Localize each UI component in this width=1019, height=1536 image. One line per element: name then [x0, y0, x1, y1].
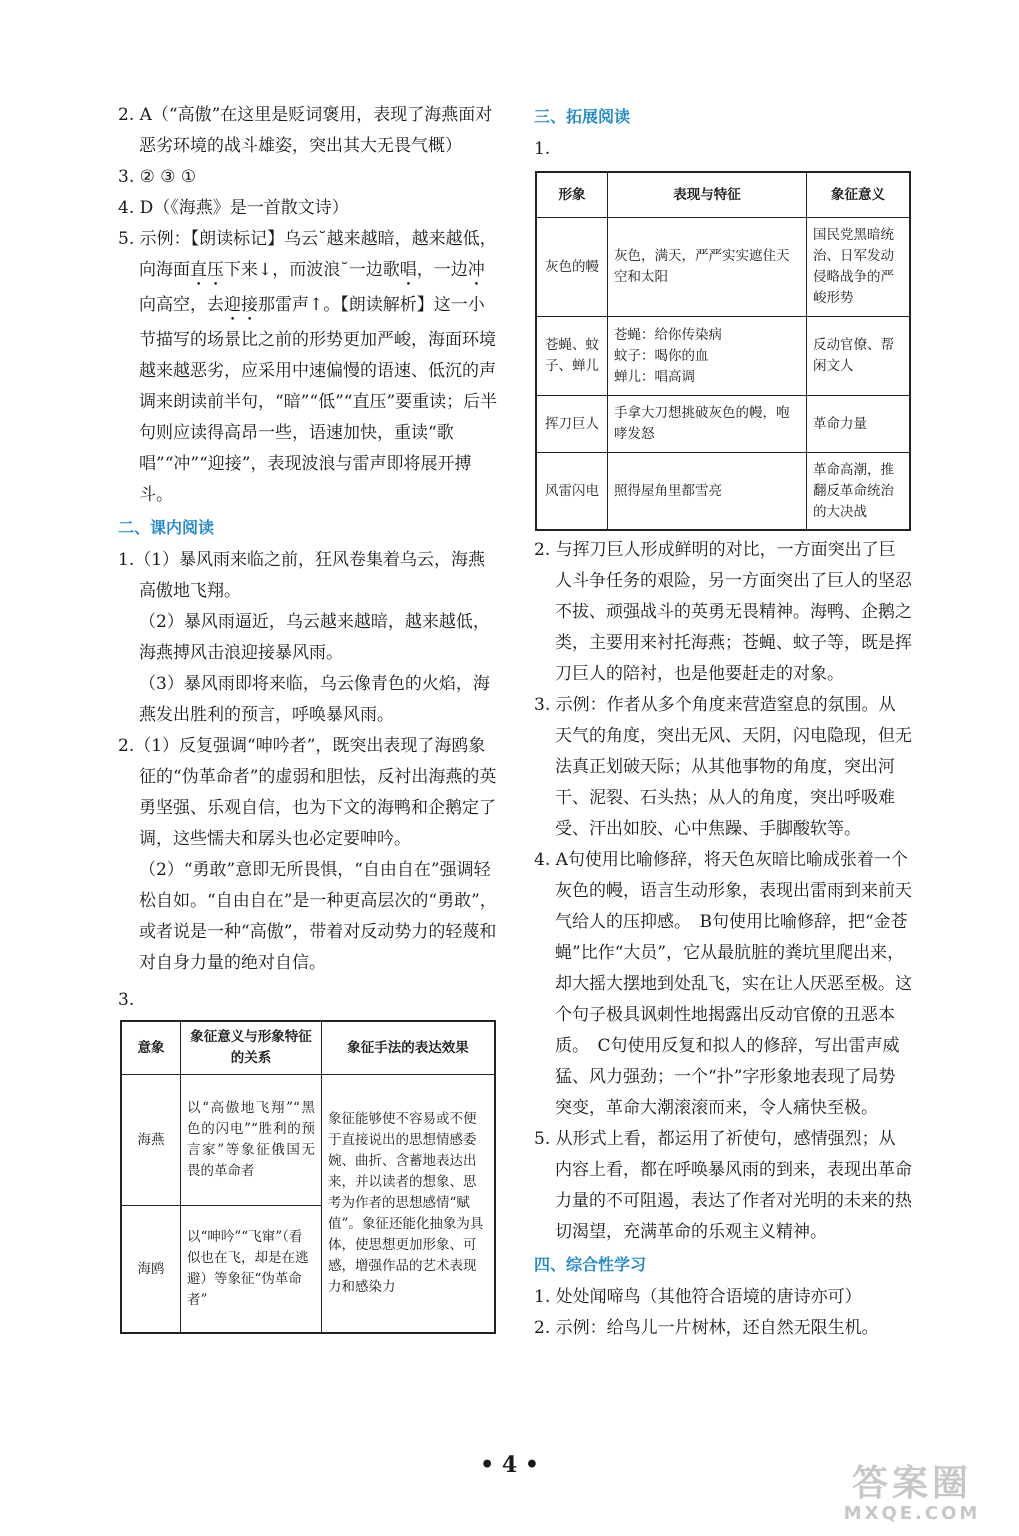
table-cell: 革命力量 — [807, 396, 911, 453]
stress-mark: 接 — [241, 295, 258, 315]
comprehensive-q1: 1. 处处闻啼鸟（其他符合语境的唐诗亦可） — [534, 1287, 862, 1307]
symbol-table — [120, 1020, 496, 1334]
table-header: 意象 — [121, 1021, 181, 1075]
stress-mark: 迎 — [224, 295, 241, 315]
table-cell: 风雷闪电 — [536, 453, 608, 531]
table-row — [536, 453, 910, 531]
table-header: 象征意义 — [807, 172, 911, 218]
stress-mark: 唱 — [399, 260, 417, 280]
table-cell: 苍蝇：给你传染病 蚊子：喝你的血 蝉儿：唱高调 — [608, 317, 807, 396]
section-heading-2: 二、课内阅读 — [118, 518, 215, 537]
table-cell: 海燕 — [121, 1075, 181, 1206]
table-header: 形象 — [536, 172, 608, 218]
reading-q2-sub2: （2）“勇敢”意即无所畏惧，“自由自在”强调轻松自如。“自由自在”是一种更高层次的“勇敢”，或者说是一种“高傲”，带着对反动势力的轻蔑和对自身力量的绝对自信。 — [139, 860, 497, 973]
reading-q2: 2.（1）反复强调“呻吟者”，既突出表现了海鸥象征的“伪革命者”的虚弱和胆怯，反衬出海燕的英勇坚强、乐观自信，也为下文的海鸭和企鹅定了调，这些懦夫和孱头也必定要呻吟。 — [118, 736, 497, 849]
answer-item-4: 4. D（《海燕》是一首散文诗） — [118, 198, 349, 218]
table-cell: 以“高傲地飞翔”“黑色的闪电”“胜利的预言家”等象征俄国无畏的革命者 — [181, 1075, 322, 1206]
table-row — [536, 317, 910, 396]
extended-q5: 5. 从形式上看，都运用了祈使句，感情强烈；从内容上看，都在呼唤暴风雨的到来，表现出革命力量的不可阻遏，表达了作者对光明的未来的热切渴望，充满革命的乐观主义精神。 — [534, 1129, 912, 1242]
section-heading-3: 三、拓展阅读 — [534, 107, 631, 126]
table-row — [121, 1075, 495, 1206]
extended-q3: 3. 示例：作者从多个角度来营造窒息的氛围。从天气的角度，突出无风、天阴，闪电隐现，但无法真正划破天际；从其他事物的角度，突出河干、泥裂、石头热；从人的角度，突出呼吸难受、汗出如胶、心中焦躁、手脚酸软等。 — [534, 695, 912, 839]
reading-q1-sub2: （2）暴风雨逼近，乌云越来越暗，越来越低，海燕搏风击浪迎接暴风雨。 — [139, 612, 490, 663]
left-column — [118, 100, 500, 1342]
table-cell: 照得屋角里都雪亮 — [608, 453, 807, 531]
image-meaning-table — [535, 171, 911, 531]
table-cell: 象征能够使不容易或不便于直接说出的思想情感委婉、曲折、含蓄地表达出来，并以读者的想象、思考为作者的思想感情“赋值”。象征还能化抽象为具体，使思想更加形象、可感，增强作品的艺术表现力和感染力 — [322, 1075, 496, 1334]
table-cell: 海鸥 — [121, 1206, 181, 1334]
right-column — [534, 100, 912, 1344]
table-cell: 挥刀巨人 — [536, 396, 608, 453]
table-cell: 国民党黑暗统治、日军发动侵略战争的严峻形势 — [807, 218, 911, 317]
answer-item-2: 2. A（“高傲”在这里是贬词褒用，表现了海燕面对恶劣环境的战斗雄姿，突出其大无畏气概） — [118, 105, 493, 156]
extended-q2: 2. 与挥刀巨人形成鲜明的对比，一方面突出了巨人斗争任务的艰险，另一方面突出了巨人的坚忍不拔、顽强战斗的英勇无畏精神。海鸭、企鹅之类，主要用来衬托海燕；苍蝇、蚊子等，既是挥刀巨人的陪衬，也是他要赶走的对象。 — [534, 540, 912, 684]
table-header: 表现与特征 — [608, 172, 807, 218]
stress-mark: 直 — [190, 260, 207, 280]
table-header: 象征手法的表达效果 — [322, 1021, 496, 1075]
reading-q1: 1.（1）暴风雨来临之前，狂风卷集着乌云，海燕高傲地飞翔。 — [118, 550, 486, 601]
table-row — [536, 396, 910, 453]
table-cell: 以“呻吟”“飞窜”（看似也在飞，却是在逃避）等象征“伪革命者” — [181, 1206, 322, 1334]
watermark-logo — [823, 1464, 1001, 1526]
table-cell: 手拿大刀想挑破灰色的幔，咆哮发怒 — [608, 396, 807, 453]
table-cell: 灰色的幔 — [536, 218, 608, 317]
stress-mark: 压 — [207, 260, 224, 280]
table-cell: 反动官僚、帮闲文人 — [807, 317, 911, 396]
answer-item-5: 5. 示例：【朗读标记】乌云˘越来越暗，越来越低，向海面直压下来↓，而波浪˘一边歌唱，一边冲向高空，去迎接那雷声↑。【朗读解析】这一小节描写的场景比之前的形势更加严峻，海面环境越来越恶劣，应采用中速偏慢的语速、低沉的声调来朗读前半句，“暗”“低”“直压”要重读；后半句则应读得高昂一些，语速加快，重读“歌唱”“冲”“迎接”，表现波浪与雷声即将展开搏斗。 — [118, 229, 498, 505]
reading-q1-sub3: （3）暴风雨即将来临，乌云像青色的火焰，海燕发出胜利的预言，呼唤暴风雨。 — [139, 674, 490, 725]
table-cell: 苍蝇、蚊子、蝉儿 — [536, 317, 608, 396]
watermark-text: 答案圈 — [851, 1463, 972, 1504]
stress-mark: 冲 — [467, 260, 485, 280]
reading-q3-label: 3. — [118, 990, 135, 1010]
comprehensive-q2: 2. 示例：给鸟儿一片树林，还自然无限生机。 — [534, 1318, 879, 1338]
table-header: 象征意义与形象特征的关系 — [181, 1021, 322, 1075]
table-cell: 革命高潮，推翻反革命统治的大决战 — [807, 453, 911, 531]
table-row — [536, 218, 910, 317]
page-number: • 4 • — [480, 1452, 539, 1478]
answer-item-3: 3. ② ③ ① — [118, 167, 197, 187]
extended-q1-label: 1. — [534, 139, 551, 159]
section-heading-4: 四、综合性学习 — [534, 1255, 647, 1274]
watermark-url: MXQE.COM — [843, 1503, 981, 1524]
table-cell: 灰色，满天，严严实实遮住天空和太阳 — [608, 218, 807, 317]
extended-q4: 4. A句使用比喻修辞，将天色灰暗比喻成张着一个灰色的幔，语言生动形象，表现出雷雨到来前天气给人的压抑感。 B句使用比喻修辞，把“金苍蝇”比作“大员”，它从最肮脏的粪坑里爬出来，却大摇大摆地到处乱飞，实在让人厌恶至极。这个句子极具讽刺性地揭露出反动官僚的丑恶本质。 C句使用反复和拟人的修辞，写出雷声威猛、风力强劲；一个“扑”字形象地表现了局势突变，革命大潮滚滚而来，令人痛快至极。 — [534, 850, 912, 1118]
